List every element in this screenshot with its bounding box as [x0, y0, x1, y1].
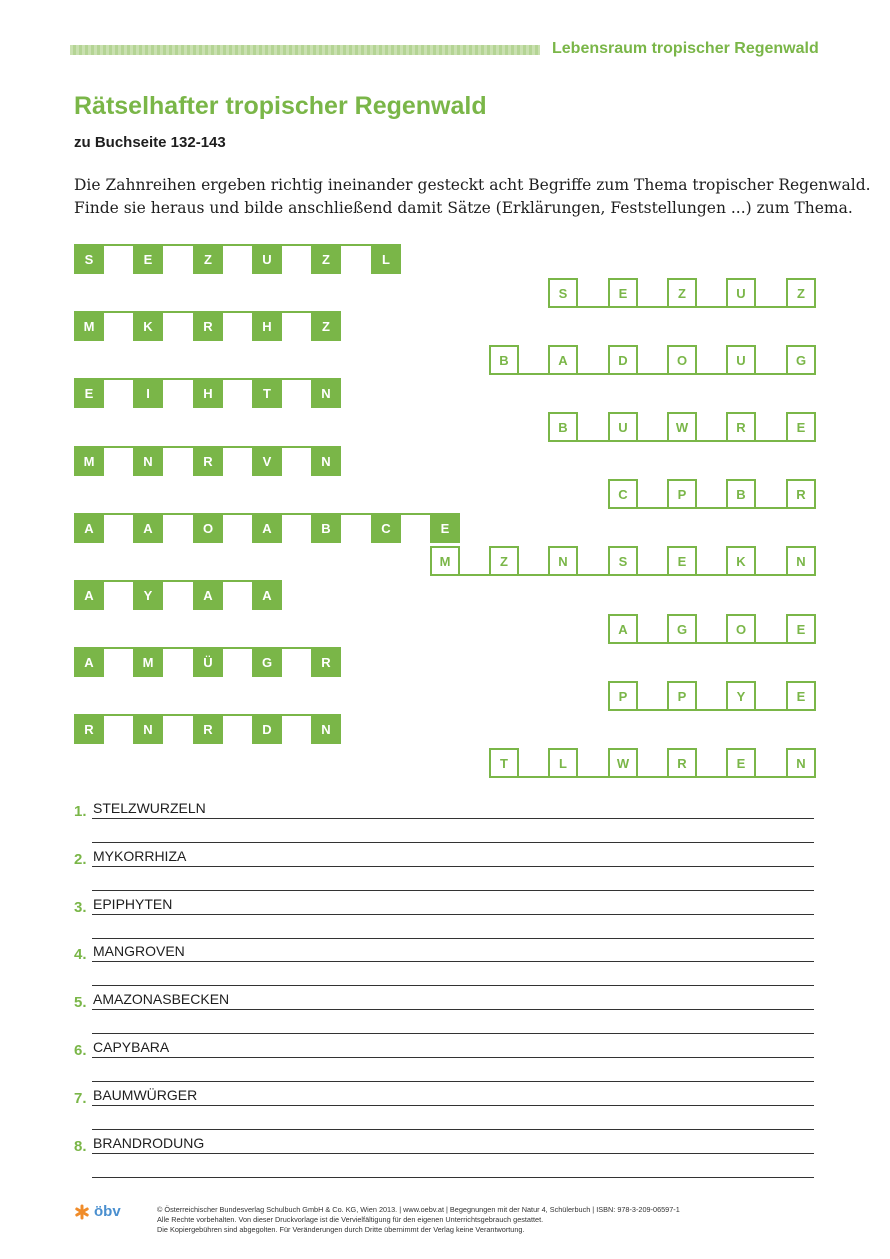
comb-tooth: O: [193, 513, 223, 543]
footer-rights: Alle Rechte vorbehalten. Von dieser Druckvorlage ist die Vervielfältigung für den eigenen Unterrichtsgebrauch gestattet.: [157, 1215, 544, 1224]
comb-tooth: Z: [193, 244, 223, 274]
comb-tooth: Y: [133, 580, 163, 610]
page-subtitle: zu Buchseite 132-143: [74, 134, 226, 151]
comb-tooth: A: [193, 580, 223, 610]
comb-tooth: E: [430, 513, 460, 543]
comb-tooth: A: [133, 513, 163, 543]
footer-disclaimer: Die Kopiergebühren sind abgegolten. Für Veränderungen durch Dritte übernimmt der Verlag keine Verantwortung.: [157, 1225, 525, 1234]
comb-tooth: M: [133, 647, 163, 677]
comb-tooth: P: [667, 681, 697, 711]
comb-tooth: N: [786, 546, 816, 576]
comb-tooth: U: [726, 278, 756, 308]
answer-row: [74, 840, 814, 888]
comb-tooth: E: [74, 378, 104, 408]
comb-spine: [608, 709, 816, 711]
comb-tooth: Y: [726, 681, 756, 711]
comb-tooth: I: [133, 378, 163, 408]
answer-line: [92, 961, 814, 962]
comb-tooth: R: [726, 412, 756, 442]
answer-row: [74, 888, 814, 936]
answer-line: [92, 1009, 814, 1010]
answer-line: [92, 1105, 814, 1106]
comb-tooth: K: [726, 546, 756, 576]
comb-tooth: B: [726, 479, 756, 509]
comb-tooth: E: [786, 681, 816, 711]
comb-tooth: S: [548, 278, 578, 308]
answer-line: [92, 1153, 814, 1154]
comb-tooth: A: [252, 513, 282, 543]
comb-tooth: H: [252, 311, 282, 341]
comb-tooth: A: [608, 614, 638, 644]
comb-tooth: D: [252, 714, 282, 744]
comb-tooth: G: [667, 614, 697, 644]
comb-tooth: R: [786, 479, 816, 509]
comb-tooth: N: [548, 546, 578, 576]
answer-row: [74, 1079, 814, 1127]
comb-tooth: H: [193, 378, 223, 408]
answer-line: [92, 1057, 814, 1058]
comb-tooth: R: [193, 311, 223, 341]
answer-row: [74, 1031, 814, 1079]
comb-tooth: O: [667, 345, 697, 375]
comb-tooth: R: [193, 714, 223, 744]
comb-tooth: A: [74, 647, 104, 677]
answer-text[interactable]: EPIPHYTEN: [93, 896, 173, 912]
answer-text[interactable]: BAUMWÜRGER: [93, 1087, 198, 1103]
comb-tooth: R: [667, 748, 697, 778]
comb-tooth: E: [667, 546, 697, 576]
answer-number: 6.: [74, 1042, 87, 1059]
comb-tooth: E: [786, 412, 816, 442]
intro-text-line-2: Finde sie heraus und bilde anschließend damit Sätze (Erklärungen, Feststellungen ...) zum Thema.: [74, 199, 853, 217]
comb-tooth: B: [548, 412, 578, 442]
comb-tooth: K: [133, 311, 163, 341]
comb-tooth: W: [667, 412, 697, 442]
comb-tooth: N: [133, 714, 163, 744]
answer-number: 7.: [74, 1090, 87, 1107]
answer-text[interactable]: MANGROVEN: [93, 943, 185, 959]
comb-tooth: E: [786, 614, 816, 644]
answer-line: [92, 914, 814, 915]
comb-tooth: M: [74, 446, 104, 476]
comb-tooth: R: [311, 647, 341, 677]
footer-copyright: © Österreichischer Bundesverlag Schulbuch GmbH & Co. KG, Wien 2013. | www.oebv.at | Begegnungen mit der Natur 4, Schülerbuch | ISBN: 978-3-209-06597-1: [157, 1205, 680, 1214]
answer-row: [74, 983, 814, 1031]
comb-tooth: U: [252, 244, 282, 274]
comb-tooth: R: [74, 714, 104, 744]
comb-tooth: Ü: [193, 647, 223, 677]
publisher-logo: [74, 1203, 121, 1220]
comb-spine: [608, 642, 816, 644]
comb-tooth: U: [608, 412, 638, 442]
comb-tooth: R: [193, 446, 223, 476]
comb-tooth: P: [667, 479, 697, 509]
answer-line: [92, 866, 814, 867]
comb-tooth: C: [608, 479, 638, 509]
comb-spine: [489, 776, 815, 778]
answer-text[interactable]: CAPYBARA: [93, 1039, 170, 1055]
answer-row: [74, 1127, 814, 1175]
comb-tooth: A: [252, 580, 282, 610]
intro-text-line-1: Die Zahnreihen ergeben richtig ineinander gesteckt acht Begriffe zum Thema tropischer Regenwald.: [74, 176, 871, 194]
comb-tooth: N: [311, 714, 341, 744]
comb-tooth: N: [133, 446, 163, 476]
comb-tooth: C: [371, 513, 401, 543]
answer-number: 5.: [74, 994, 87, 1011]
comb-tooth: M: [74, 311, 104, 341]
comb-tooth: A: [74, 580, 104, 610]
comb-tooth: M: [430, 546, 460, 576]
comb-tooth: G: [786, 345, 816, 375]
comb-tooth: N: [311, 446, 341, 476]
comb-spine: [74, 244, 401, 246]
comb-tooth: L: [548, 748, 578, 778]
comb-tooth: B: [311, 513, 341, 543]
answer-line: [92, 818, 814, 819]
answer-row: [74, 935, 814, 983]
answer-number: 1.: [74, 803, 87, 820]
page-title: Rätselhafter tropischer Regenwald: [74, 92, 487, 120]
comb-tooth: W: [608, 748, 638, 778]
comb-tooth: P: [608, 681, 638, 711]
comb-tooth: D: [608, 345, 638, 375]
comb-tooth: T: [252, 378, 282, 408]
comb-tooth: G: [252, 647, 282, 677]
answer-text[interactable]: STELZWURZELN: [93, 800, 206, 816]
answer-number: 3.: [74, 899, 87, 916]
asterisk-icon: [74, 1204, 90, 1220]
section-title: Lebensraum tropischer Regenwald: [552, 40, 819, 57]
comb-tooth: A: [74, 513, 104, 543]
comb-tooth: A: [548, 345, 578, 375]
comb-tooth: O: [726, 614, 756, 644]
answer-number: 4.: [74, 946, 87, 963]
comb-spine: [74, 580, 282, 582]
comb-tooth: Z: [667, 278, 697, 308]
comb-tooth: Z: [489, 546, 519, 576]
answer-number: 8.: [74, 1138, 87, 1155]
publisher-logo-text: öbv: [94, 1203, 121, 1220]
comb-tooth: E: [726, 748, 756, 778]
comb-tooth: Z: [786, 278, 816, 308]
comb-tooth: Z: [311, 311, 341, 341]
writing-line: [92, 1177, 814, 1178]
comb-tooth: L: [371, 244, 401, 274]
comb-tooth: S: [74, 244, 104, 274]
comb-tooth: V: [252, 446, 282, 476]
answer-text[interactable]: BRANDRODUNG: [93, 1135, 205, 1151]
comb-tooth: N: [311, 378, 341, 408]
comb-tooth: E: [133, 244, 163, 274]
answer-text[interactable]: MYKORRHIZA: [93, 848, 187, 864]
comb-tooth: S: [608, 546, 638, 576]
answer-text[interactable]: AMAZONASBECKEN: [93, 991, 230, 1007]
answer-row: [74, 792, 814, 840]
comb-tooth: T: [489, 748, 519, 778]
comb-tooth: U: [726, 345, 756, 375]
comb-tooth: B: [489, 345, 519, 375]
comb-tooth: Z: [311, 244, 341, 274]
comb-tooth: N: [786, 748, 816, 778]
comb-spine: [489, 373, 815, 375]
comb-spine: [608, 507, 816, 509]
answer-number: 2.: [74, 851, 87, 868]
comb-tooth: E: [608, 278, 638, 308]
